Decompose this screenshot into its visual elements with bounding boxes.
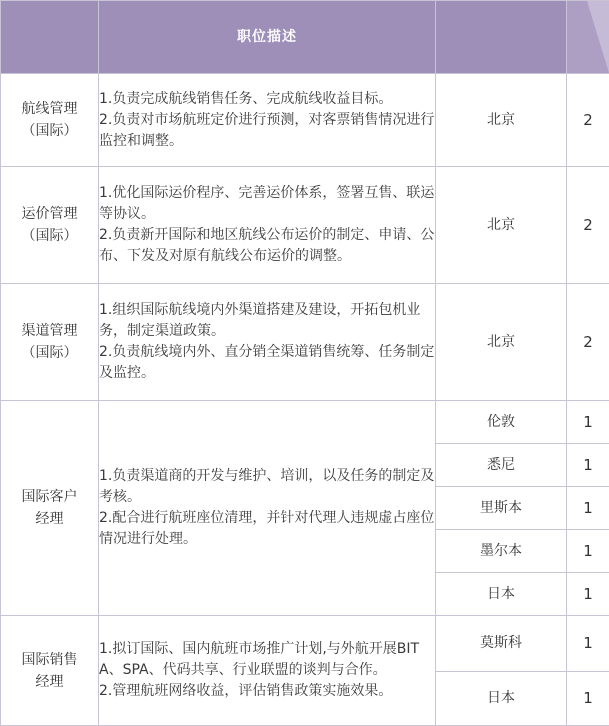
table-row: [1, 167, 609, 284]
job-description: [99, 167, 436, 284]
job-title: [1, 401, 99, 616]
job-title-line: 运价管理: [21, 206, 78, 222]
job-description: [99, 74, 436, 167]
table-header-row: [1, 1, 609, 74]
job-headcount: 1: [567, 487, 609, 530]
job-headcount: 1: [567, 672, 609, 726]
job-title-line: 国际销售: [21, 651, 78, 668]
table-row: [1, 284, 609, 401]
job-location: 伦敦: [436, 401, 567, 444]
header-location-cell: [436, 1, 567, 74]
job-title-line: 经理: [35, 673, 64, 690]
job-headcount: 2: [567, 284, 609, 401]
description-item: 1.负责完成航线销售任务、完成航线收益目标。: [99, 90, 393, 107]
job-headcount: 2: [567, 74, 609, 167]
job-location: 日本: [436, 672, 567, 726]
header-fold-decoration: [587, 1, 609, 73]
description-item: 2.负责新开国际和地区航线公布运价的制定、申请、公布、下发及对原有航线公布运价的调整。: [99, 227, 435, 264]
job-description: [99, 616, 436, 726]
job-title-line: （国际）: [21, 228, 78, 244]
job-title: [1, 616, 99, 726]
table-row: [1, 616, 609, 672]
job-location: 日本: [436, 573, 567, 616]
job-title: [1, 74, 99, 167]
job-location: 莫斯科: [436, 616, 567, 672]
job-title-line: （国际）: [21, 345, 78, 361]
job-headcount: 1: [567, 530, 609, 573]
job-location: 里斯本: [436, 487, 567, 530]
job-description: [99, 284, 436, 401]
description-item: 1.负责渠道商的开发与维护、培训，以及任务的制定及考核。: [99, 468, 435, 505]
job-location: 北京: [436, 284, 567, 401]
description-item: 2.配合进行航班座位清理，并针对代理人违规虚占座位情况进行处理。: [99, 510, 435, 547]
job-title-line: 航线管理: [21, 101, 78, 117]
job-location: 北京: [436, 74, 567, 167]
job-title-line: （国际）: [21, 123, 78, 139]
job-description: [99, 401, 436, 616]
job-headcount: 1: [567, 573, 609, 616]
description-item: 2.负责航线境内外、直分销全渠道销售统筹、任务制定及监控。: [99, 344, 435, 381]
header-count-cell: [567, 1, 609, 74]
description-item: 2.负责对市场航班定价进行预测，对客票销售情况进行监控和调整。: [99, 111, 435, 149]
job-location: 北京: [436, 167, 567, 284]
job-title: [1, 167, 99, 284]
header-title-cell: [1, 1, 99, 74]
job-title-line: 经理: [35, 511, 64, 527]
table-row: [1, 74, 609, 167]
description-item: 1.拟订国际、国内航班市场推广计划,与外航开展BITA、SPA、代码共享、行业联盟的谈判与合作。: [99, 641, 420, 678]
description-item: 1.优化国际运价程序、完善运价体系，签署互售、联运等协议。: [99, 185, 435, 222]
job-headcount: 2: [567, 167, 609, 284]
job-headcount: 1: [567, 616, 609, 672]
job-title-line: 国际客户: [21, 489, 78, 505]
header-description: 职位描述: [99, 1, 436, 74]
table-body: [1, 74, 609, 726]
description-item: 2.管理航班网络收益，评估销售政策实施效果。: [99, 683, 393, 699]
job-title-line: 渠道管理: [21, 323, 78, 339]
job-headcount: 1: [567, 444, 609, 487]
job-title: [1, 284, 99, 401]
job-location: 悉尼: [436, 444, 567, 487]
table-row: [1, 401, 609, 444]
description-item: 1.组织国际航线境内外渠道搭建及建设，开拓包机业务，制定渠道政策。: [99, 302, 421, 339]
job-headcount: 1: [567, 401, 609, 444]
job-location: 墨尔本: [436, 530, 567, 573]
